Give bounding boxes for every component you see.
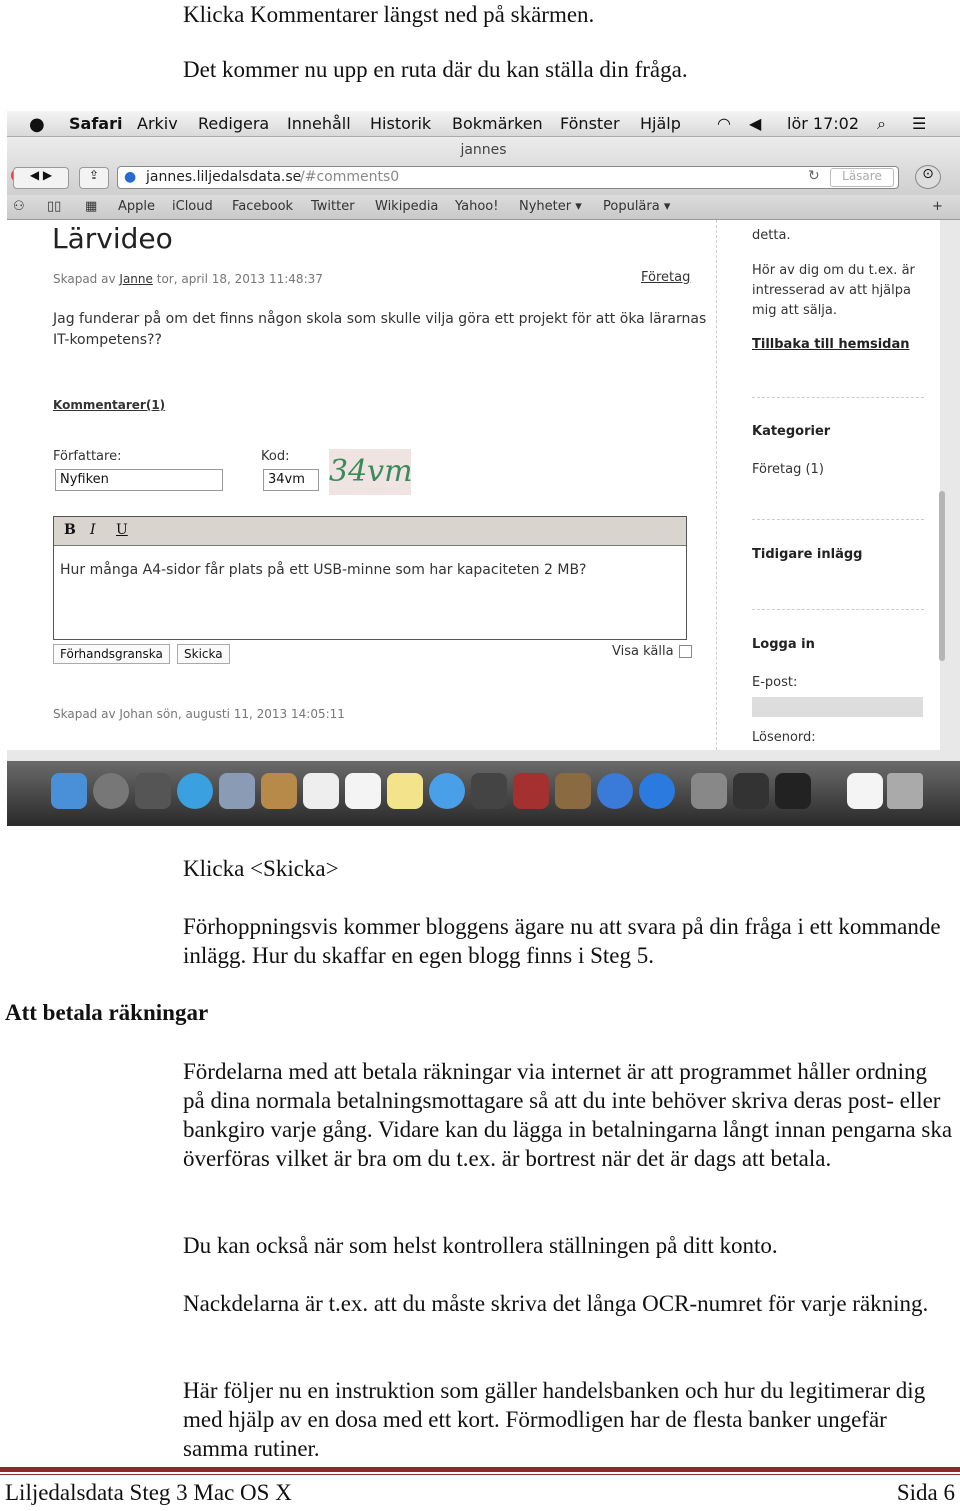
preview-button[interactable]: Förhandsgranska [53, 644, 170, 664]
category-link[interactable]: Företag [641, 270, 691, 285]
bold-button[interactable]: B [64, 522, 76, 538]
download-icon[interactable]: ⊙ [915, 165, 941, 189]
intro-line-1: Klicka Kommentarer längst ned på skärmen. [183, 2, 595, 27]
category-item[interactable]: Företag (1) [752, 462, 824, 477]
spotlight-icon[interactable]: ⌕ [877, 114, 886, 133]
back-to-home-link[interactable]: Tillbaka till hemsidan [752, 337, 910, 352]
app-store-icon[interactable] [639, 773, 675, 809]
messages-icon[interactable] [429, 773, 465, 809]
post-body-line-1: Jag funderar på om det finns någon skola som skulle vilja göra ett projekt för att öka lärarnas [53, 311, 707, 327]
back-forward-icon[interactable]: ◀ ▶ [13, 167, 69, 189]
menu-clock[interactable]: lör 17:02 [787, 114, 860, 133]
url-path: /#comments0 [300, 169, 400, 185]
address-bar[interactable] [117, 166, 899, 189]
show-source-checkbox[interactable] [679, 645, 692, 658]
globe-icon: ● [124, 169, 137, 185]
author-label: Författare: [53, 449, 122, 464]
meta-author-link[interactable]: Janne [119, 272, 153, 286]
reminders-icon[interactable] [345, 773, 381, 809]
fav-facebook[interactable]: Facebook [232, 199, 294, 214]
fav-nyheter[interactable]: Nyheter ▾ [519, 199, 582, 214]
reader-button[interactable]: Läsare [830, 168, 894, 187]
wifi-icon[interactable]: ◠ [717, 114, 731, 133]
earlier-posts-heading: Tidigare inlägg [752, 547, 863, 562]
login-heading: Logga in [752, 637, 815, 652]
code-field[interactable]: 34vm [263, 469, 319, 491]
intro-line-2: Det kommer nu upp en ruta där du kan ställa din fråga. [183, 57, 688, 82]
footer-rule-thin [0, 1474, 960, 1475]
meta-prefix: Skapad av [53, 272, 116, 286]
new-tab-icon[interactable]: + [932, 199, 943, 214]
sidebar-divider-3 [752, 609, 924, 610]
show-source-label: Visa källa [612, 644, 674, 659]
bookmarks-icon[interactable]: ▯▯ [47, 199, 62, 214]
author-field[interactable]: Nyfiken [55, 469, 223, 491]
categories-heading: Kategorier [752, 424, 831, 439]
contacts-icon[interactable] [261, 773, 297, 809]
footer-left: Liljedalsdata Steg 3 Mac OS X [5, 1480, 292, 1505]
click-send-text: Klicka <Skicka> [183, 856, 339, 881]
footer-rule [0, 1467, 960, 1472]
italic-button[interactable]: I [90, 522, 96, 538]
apple-icon: ● [29, 114, 45, 135]
calendar-icon[interactable] [303, 773, 339, 809]
trash-icon[interactable] [887, 773, 923, 809]
finder-icon[interactable] [51, 773, 87, 809]
menu-arkiv[interactable]: Arkiv [137, 114, 178, 133]
hope-paragraph: Förhoppningsvis kommer bloggens ägare nu att svara på din fråga i ett kommande inlägg. Hur du skaffar en egen blogg finns i Steg 5. [183, 914, 941, 968]
fav-yahoo[interactable]: Yahoo! [455, 199, 499, 214]
scrollbar-thumb[interactable] [939, 491, 945, 661]
post-meta [53, 272, 323, 286]
share-icon[interactable]: ⇪ [79, 167, 109, 189]
iphoto-icon[interactable] [555, 773, 591, 809]
window-title: jannes [460, 142, 507, 158]
menu-innehall[interactable]: Innehåll [287, 114, 351, 133]
email-label: E-post: [752, 675, 798, 690]
menu-fonster[interactable]: Fönster [560, 114, 620, 133]
section-paragraph-3: Nackdelarna är t.ex. att du måste skriva det långa OCR-numret för varje räkning. [183, 1291, 929, 1316]
section-paragraph-2: Du kan också när som helst kontrollera ställningen på ditt konto. [183, 1233, 778, 1258]
post-title: Lärvideo [52, 222, 173, 255]
volume-icon[interactable]: ◀ [749, 114, 762, 133]
menu-hjalp[interactable]: Hjälp [640, 114, 681, 133]
reload-icon[interactable]: ↻ [808, 168, 820, 184]
menu-redigera[interactable]: Redigera [198, 114, 270, 133]
document-icon[interactable] [847, 773, 883, 809]
reading-list-icon[interactable]: ⚇ [13, 199, 25, 214]
meta-date: tor, april 18, 2013 11:48:37 [156, 272, 323, 286]
mail-icon[interactable] [219, 773, 255, 809]
itunes-icon[interactable] [597, 773, 633, 809]
facetime-icon[interactable] [471, 773, 507, 809]
console-icon[interactable] [733, 773, 769, 809]
section-paragraph-1: Fördelarna med att betala räkningar via internet är att programmet håller ordning på dina normala betalningsmottagare så att du inte behöver skriva deras post- eller bankgiro varje gång. Vidare kan du lägga in betalningarna långt innan pengarna ska överföras vilket är bra om du t.ex. är bortrest när det är dags att betala. [183, 1059, 953, 1171]
dock [7, 761, 960, 826]
sidebar-top-text: detta. [752, 228, 791, 243]
section-heading: Att betala räkningar [5, 1000, 209, 1025]
comment-editor[interactable] [53, 516, 687, 640]
fav-populara[interactable]: Populära ▾ [603, 199, 671, 214]
url-host: jannes.liljedalsdata.se [146, 169, 302, 185]
column-divider [716, 220, 718, 750]
menu-historik[interactable]: Historik [370, 114, 432, 133]
password-label: Lösenord: [752, 730, 816, 745]
next-comment-meta: Skapad av Johan sön, augusti 11, 2013 14:05:11 [53, 707, 345, 721]
photo-booth-icon[interactable] [513, 773, 549, 809]
top-sites-icon[interactable]: ▦ [85, 199, 98, 214]
sidebar-contact-text: Hör av dig om du t.ex. är intresserad av att hjälpa mig att sälja. [752, 263, 915, 318]
fav-apple[interactable]: Apple [118, 199, 156, 214]
fav-twitter[interactable]: Twitter [311, 199, 355, 214]
launchpad-icon[interactable] [93, 773, 129, 809]
post-body-line-2: IT-kompetens?? [53, 332, 162, 348]
editor-toolbar [54, 517, 686, 546]
menu-bokmarken[interactable]: Bokmärken [452, 114, 543, 133]
favorites-bar [7, 195, 960, 220]
fav-icloud[interactable]: iCloud [172, 199, 213, 214]
editor-text[interactable]: Hur många A4-sidor får plats på ett USB-minne som har kapaciteten 2 MB? [60, 562, 587, 578]
sidebar-divider-2 [752, 519, 924, 520]
underline-button[interactable]: U [116, 522, 128, 538]
code-label: Kod: [261, 449, 290, 464]
send-button[interactable]: Skicka [177, 644, 230, 664]
safari-icon[interactable] [177, 773, 213, 809]
footer-page-number: Sida 6 [896, 1480, 955, 1505]
notes-icon[interactable] [387, 773, 423, 809]
dashboard-icon[interactable] [135, 773, 171, 809]
safari-screenshot [7, 111, 960, 826]
mac-menubar [7, 111, 960, 137]
terminal-icon[interactable] [775, 773, 811, 809]
email-field[interactable] [752, 697, 923, 717]
captcha-image: 34vm [329, 449, 411, 495]
web-page [7, 220, 940, 750]
section-paragraph-4: Här följer nu en instruktion som gäller handelsbanken och hur du legitimerar dig med hjälp av en dosa med ett kort. Förmodligen har de flesta banker ungefär samma rutiner. [183, 1378, 926, 1461]
system-preferences-icon[interactable] [691, 773, 727, 809]
notification-icon[interactable]: ☰ [912, 114, 927, 133]
sidebar-divider-1 [752, 397, 924, 398]
menu-safari[interactable]: Safari [69, 114, 123, 133]
comments-link[interactable]: Kommentarer(1) [53, 398, 166, 412]
fav-wikipedia[interactable]: Wikipedia [375, 199, 439, 214]
